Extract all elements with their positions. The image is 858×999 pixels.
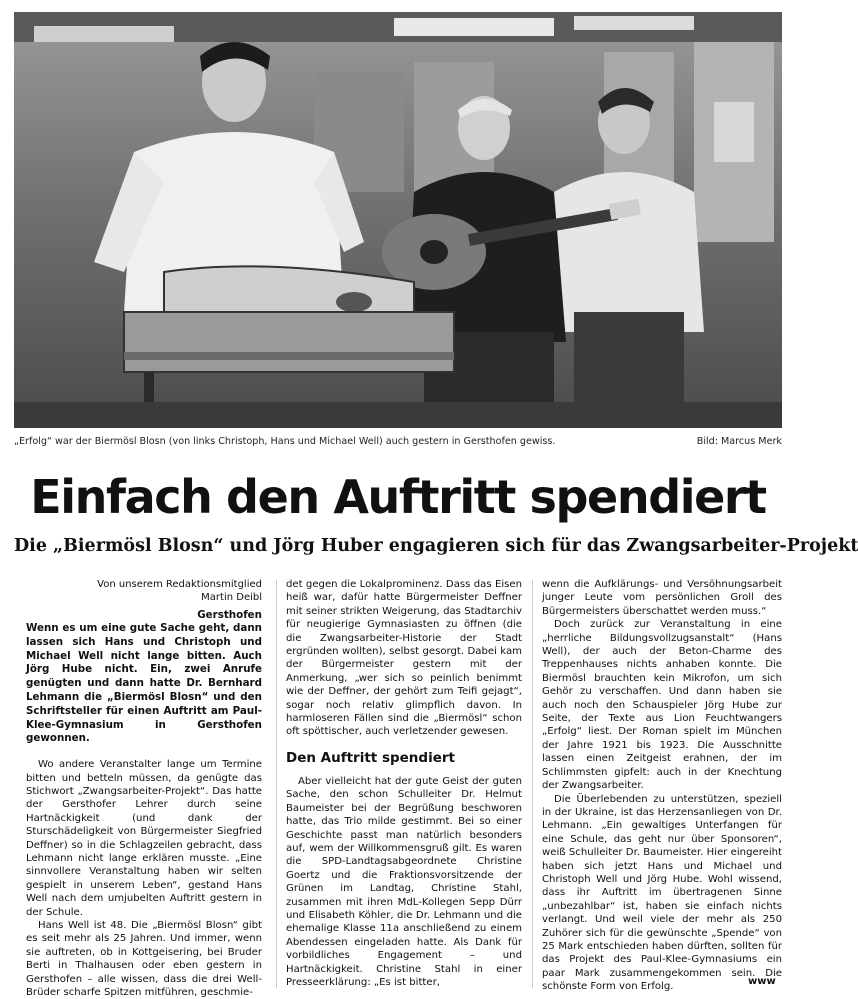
body-paragraph: det gegen die Lokalprominenz. Dass das Eisen heiß war, dafür hatte Bürgermeister Deffner mit seiner strikten Weigerung, das Stadtarchiv für neugierige Gymnasiasten zu öffnen (die die Zwangsarbeiter-Historie der Stadt ergründen wollten), selbst gesorgt. Dabei kam der Bürgermeister gestern mit der Anmerkung, „wer sich so peinlich benimmt wie der Deffner, der gehört zum Teifi gejagt“, sogar noch relativ glimpflich davon. In harmloseren Fällen sind die „Biermösl“ schon oft spöttischer, auch verletzender gewesen. <box>286 579 522 738</box>
photo-caption: „Erfolg“ war der Biermösl Blosn (von links Christoph, Hans und Michael Well) auch gestern in Gersthofen gewiss. <box>14 436 556 447</box>
lead-paragraph: Wenn es um eine gute Sache geht, dann lassen sich Hans und Christoph und Michael Well nicht lange bitten. Auch Jörg Hube nicht. Ein, zwei Anrufe genügten und dann hatte Dr. Bernhard Lehmann die „Biermösl Blosn“ und den Schriftsteller für einen Auftritt am Paul-Klee-Gymnasium in Gersthofen gewonnen. <box>26 622 262 745</box>
byline <box>26 578 262 604</box>
musicians-photo-illustration <box>14 12 782 428</box>
subheadline: Die „Biermösl Blosn“ und Jörg Huber engagieren sich für das Zwangsarbeiter-Projekt <box>14 536 858 556</box>
article-column-2 <box>286 578 522 990</box>
body-paragraph: Hans Well ist 48. Die „Biermösl Blosn“ gibt es seit mehr als 25 Jahren. Und immer, wenn sie auftreten, ob in Kottgeisering, bei Bruder Berti in Thalhausen oder eben gestern in Gersthofen – alle wissen, dass die drei Well-Brüder scharfe Spitzen mitführen, geschmie- <box>26 920 262 999</box>
body-paragraph: Wo andere Veranstalter lange um Termine bitten und betteln müssen, da genügte das Stichwort „Zwangsarbeiter-Projekt“. Das hatte der Gersthofer Lehrer durch seine Hartnäckigkeit (und dank der Sturschädeligkeit von Bürgermeister Siegfried Deffner) so in die Schlagzeilen gebracht, dass Lehmann nicht lange erklären musste. „Eine sinnvollere Veranstaltung haben wir selten gespielt in unserem Leben“, gestand Hans Well nach dem umjubelten Auftritt gestern in der Schule. <box>26 759 262 918</box>
article-column-1 <box>26 578 262 999</box>
author-signature: www <box>748 976 776 987</box>
article-photo <box>14 12 782 428</box>
body-paragraph: Die Überlebenden zu unterstützen, speziell in der Ukraine, ist das Herzensanliegen von Dr. Lehmann. „Ein gewaltiges Unterfangen für eine Schule, das geht nur über Sponsoren“, weiß Schulleiter Dr. Baumeister. Hier eingereiht haben sich jetzt Hans und Michael und Christoph Well und Jörg Hube. Wohl wissend, dass ihr Auftritt im übertragenen Sinne „unbezahlbar“ ist, haben sie einfach nichts verlangt. Und weil viele der mehr als 250 Zuhörer sich für die gewünschte „Spende“ von 25 Mark entschieden haben dürften, sollten für das Projekt des Paul-Klee-Gymnasiums ein paar Mark zusammengekommen sein. Die schönste Form von Erfolg. <box>542 793 782 993</box>
column-rule <box>276 580 277 988</box>
body-paragraph: Aber vielleicht hat der gute Geist der guten Sache, den schon Schulleiter Dr. Helmut Baumeister bei der Begrüßung beschworen hatte, das Trio milde gestimmt. Bei so einer Geschichte passt man natürlich besonders auf, wem der Willkommensgruß gilt. Es waren die SPD-Landtagsabgeordnete Christine Goertz und die Fraktionsvorsitzende der Grünen im Landtag, Christine Stahl, zusammen mit ihren MdL-Kollegen Sepp Dürr und Elisabeth Köhler, die Dr. Lehmann und die ehemalige Klasse 11a anschließend zu einem Abendessen eingeladen hatte. Als Dank für vorbildliches Engagement – und Hartnäckigkeit. Christine Stahl in einer Presseerklärung: „Es ist bitter, <box>286 775 522 988</box>
body-paragraph: Doch zurück zur Veranstaltung in eine „herrliche Bildungsvollzugsanstalt“ (Hans Well), der auch der Beton-Charme des Treppenhauses nichts anhaben konnte. Die Biermösl brauchten kein Mikrofon, um sich Gehör zu verschaffen. Und dann haben sie auch noch den Schauspieler Jörg Hube zur Seite, der Texte aus Lion Feuchtwangers „Erfolg“ liest. Der Roman spielt im München der Jahre 1921 bis 1923. Die Ausschnitte lassen einen Zeitgeist erahnen, der im Schlimmsten gipfelt: auch in der Knechtung der Zwangsarbeiter. <box>542 619 782 792</box>
column-rule <box>532 580 533 988</box>
byline-label: Von unserem Redaktionsmitglied <box>97 579 262 590</box>
dateline: Gersthofen <box>197 609 262 621</box>
photo-credit: Bild: Marcus Merk <box>696 436 782 447</box>
article-column-3 <box>542 578 782 993</box>
byline-author: Martin Deibl <box>201 592 262 603</box>
photo-caption-row <box>14 436 782 450</box>
body-paragraph: wenn die Aufklärungs- und Versöhnungsarbeit junger Leute vom persönlichen Groll des Bürgermeisters überschattet werden muss.“ <box>542 579 782 617</box>
intertitle: Den Auftritt spendiert <box>286 749 455 766</box>
headline: Einfach den Auftritt spendiert <box>30 470 766 524</box>
